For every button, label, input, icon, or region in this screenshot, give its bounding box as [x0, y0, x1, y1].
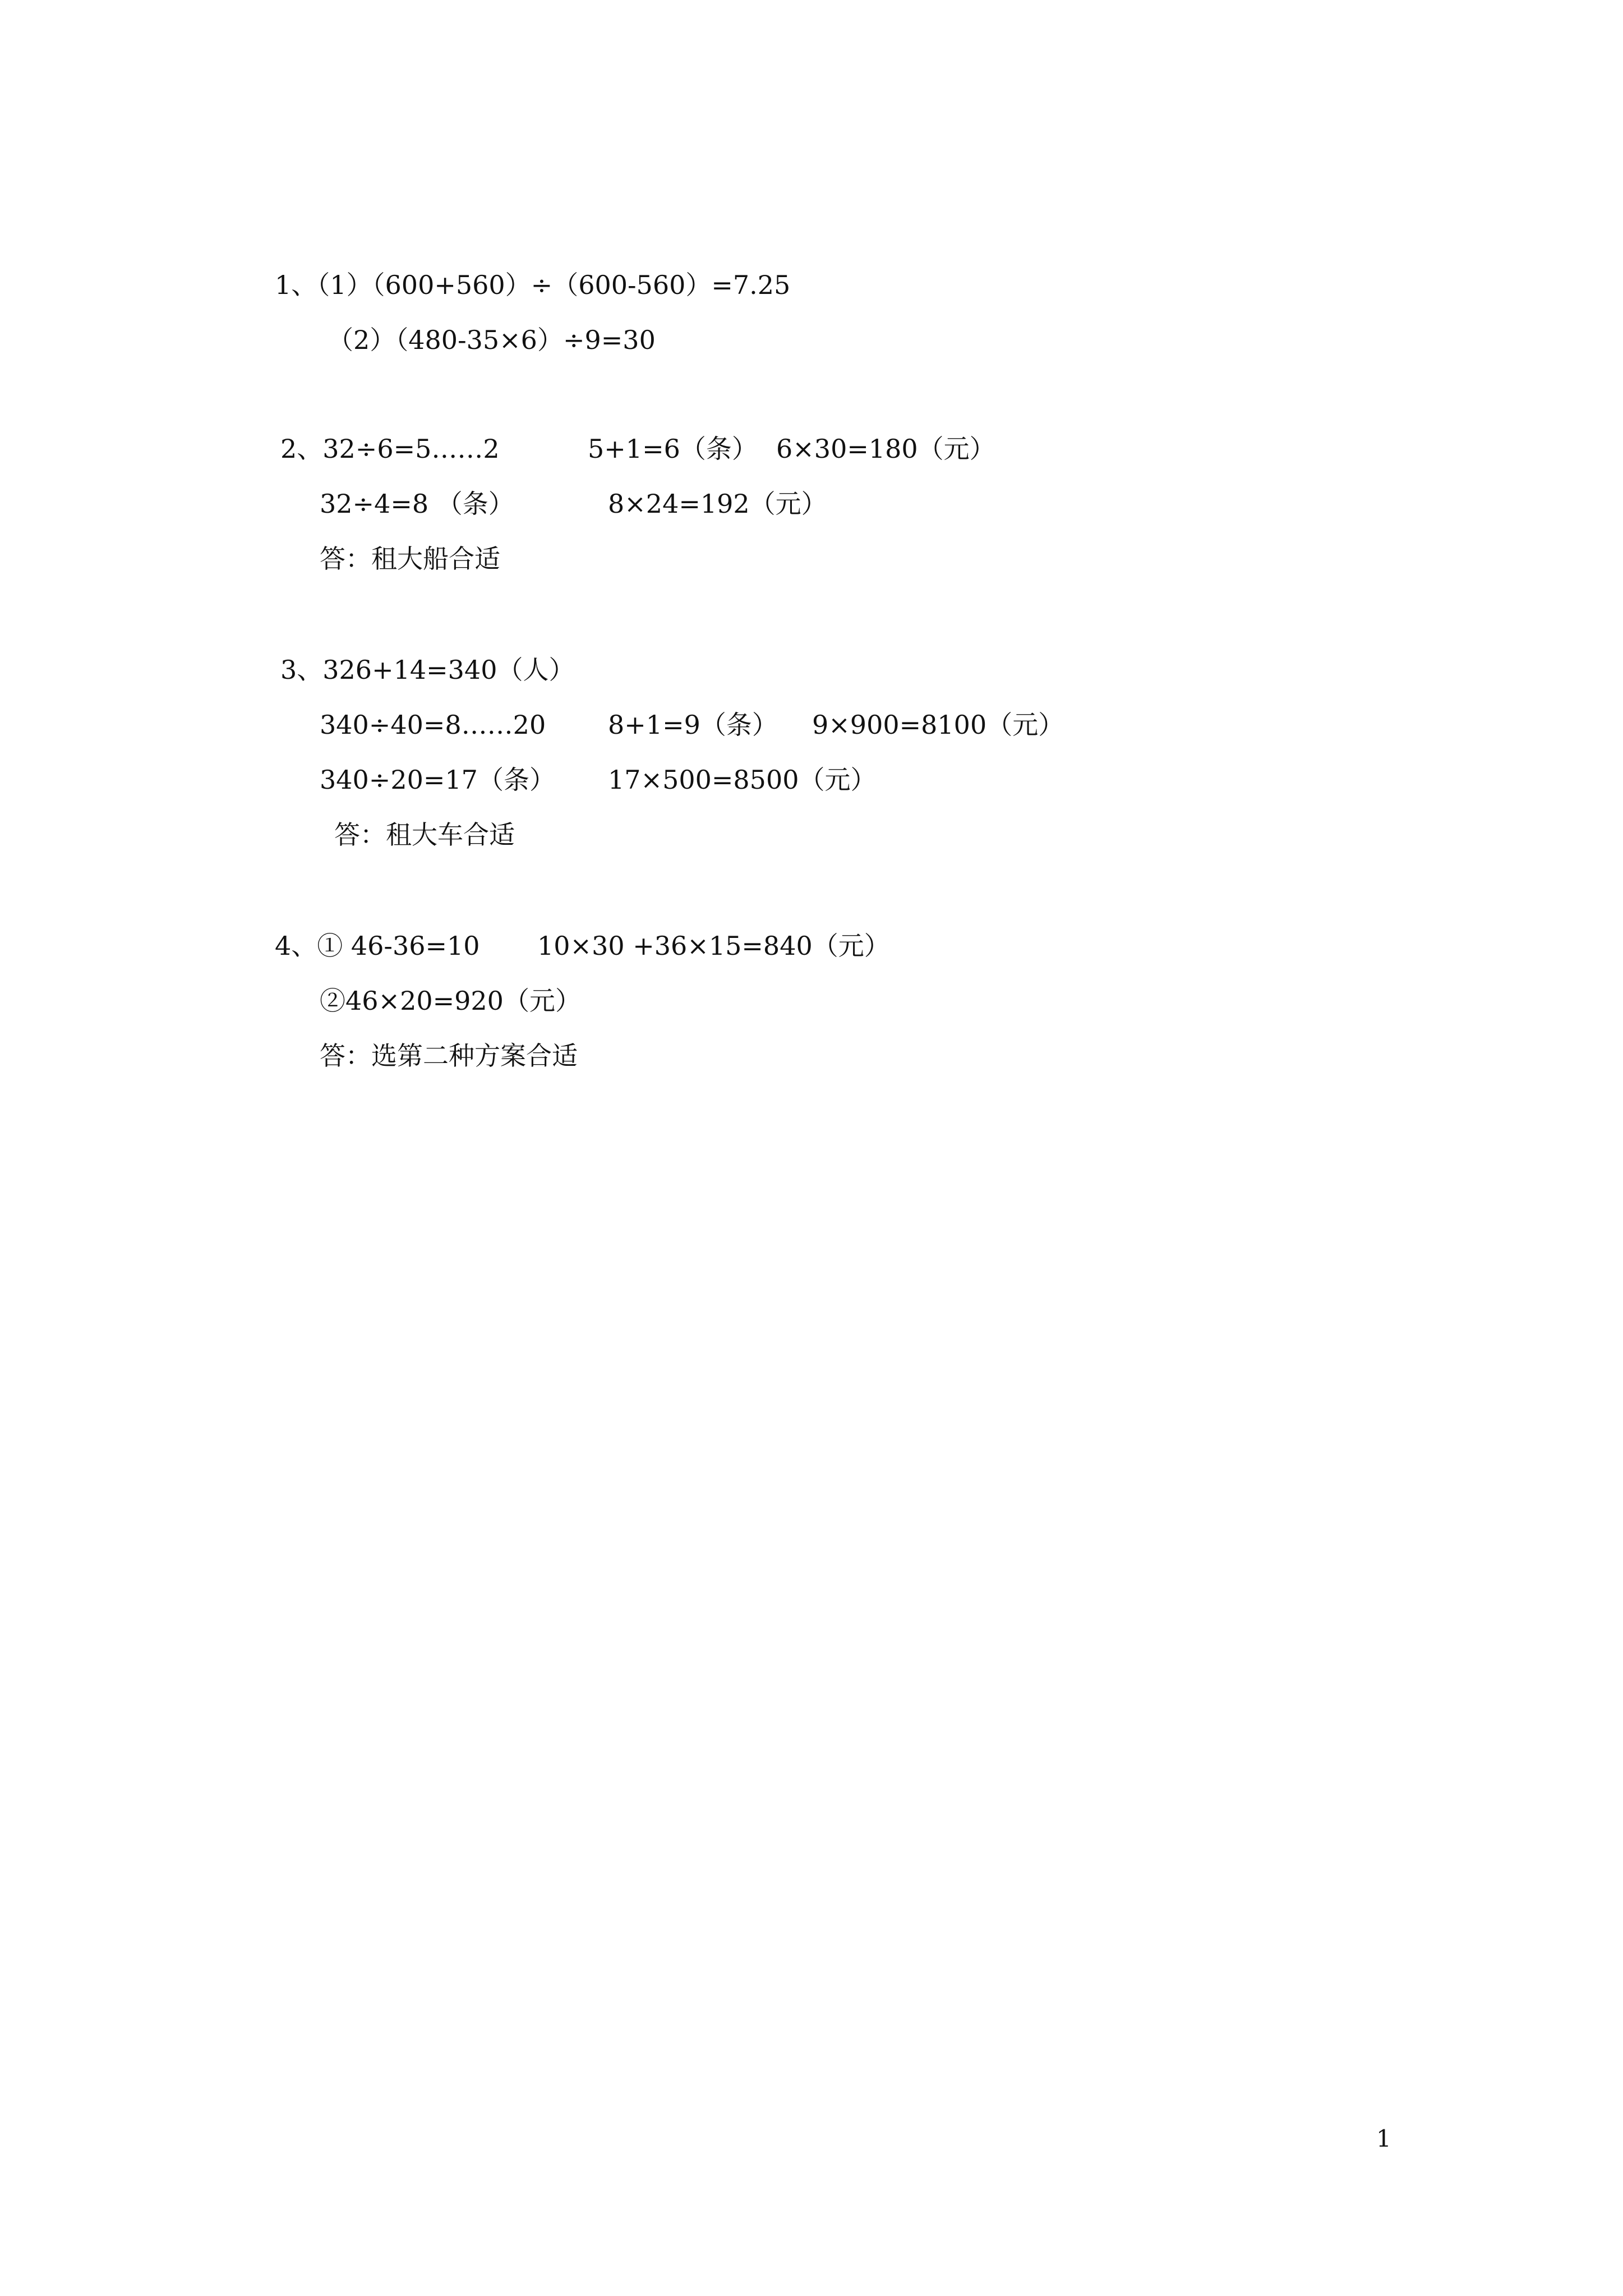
q2-line-1-calc-a: 2、32÷6=5……2 [280, 434, 500, 464]
q2-line-1-calc-b: 5+1=6（条） [588, 434, 758, 464]
q4-answer: 答：选第二种方案合适 [320, 1041, 578, 1071]
q4-line-2: ②46×20=920（元） [320, 986, 581, 1016]
q2-answer: 答：租大船合适 [320, 544, 500, 574]
page-number: 1 [1376, 2125, 1391, 2152]
q3-line-2-calc-a: 340÷40=8……20 [320, 710, 546, 740]
q3-line-3-calc-b: 17×500=8500（元） [608, 765, 877, 795]
q1-line-2: （2）（480-35×6）÷9=30 [328, 325, 656, 355]
q2-line-1-calc-c: 6×30=180（元） [776, 434, 995, 464]
q4-line-1-calc-a: 4、① 46-36=10 [275, 931, 480, 961]
q3-answer: 答：租大车合适 [334, 820, 515, 850]
q1-line-1: 1、（1）（600+560）÷（600-560）=7.25 [275, 270, 791, 300]
q2-line-2-calc-a: 32÷4=8 （条） [320, 489, 514, 519]
q4-line-1-calc-b: 10×30 +36×15=840（元） [537, 931, 890, 961]
q3-line-1: 3、326+14=340（人） [280, 655, 575, 685]
q3-line-3-calc-a: 340÷20=17（条） [320, 765, 555, 795]
q3-line-2-calc-c: 9×900=8100（元） [812, 710, 1064, 740]
q2-line-2-calc-b: 8×24=192（元） [608, 489, 827, 519]
q3-line-2-calc-b: 8+1=9（条） [608, 710, 778, 740]
